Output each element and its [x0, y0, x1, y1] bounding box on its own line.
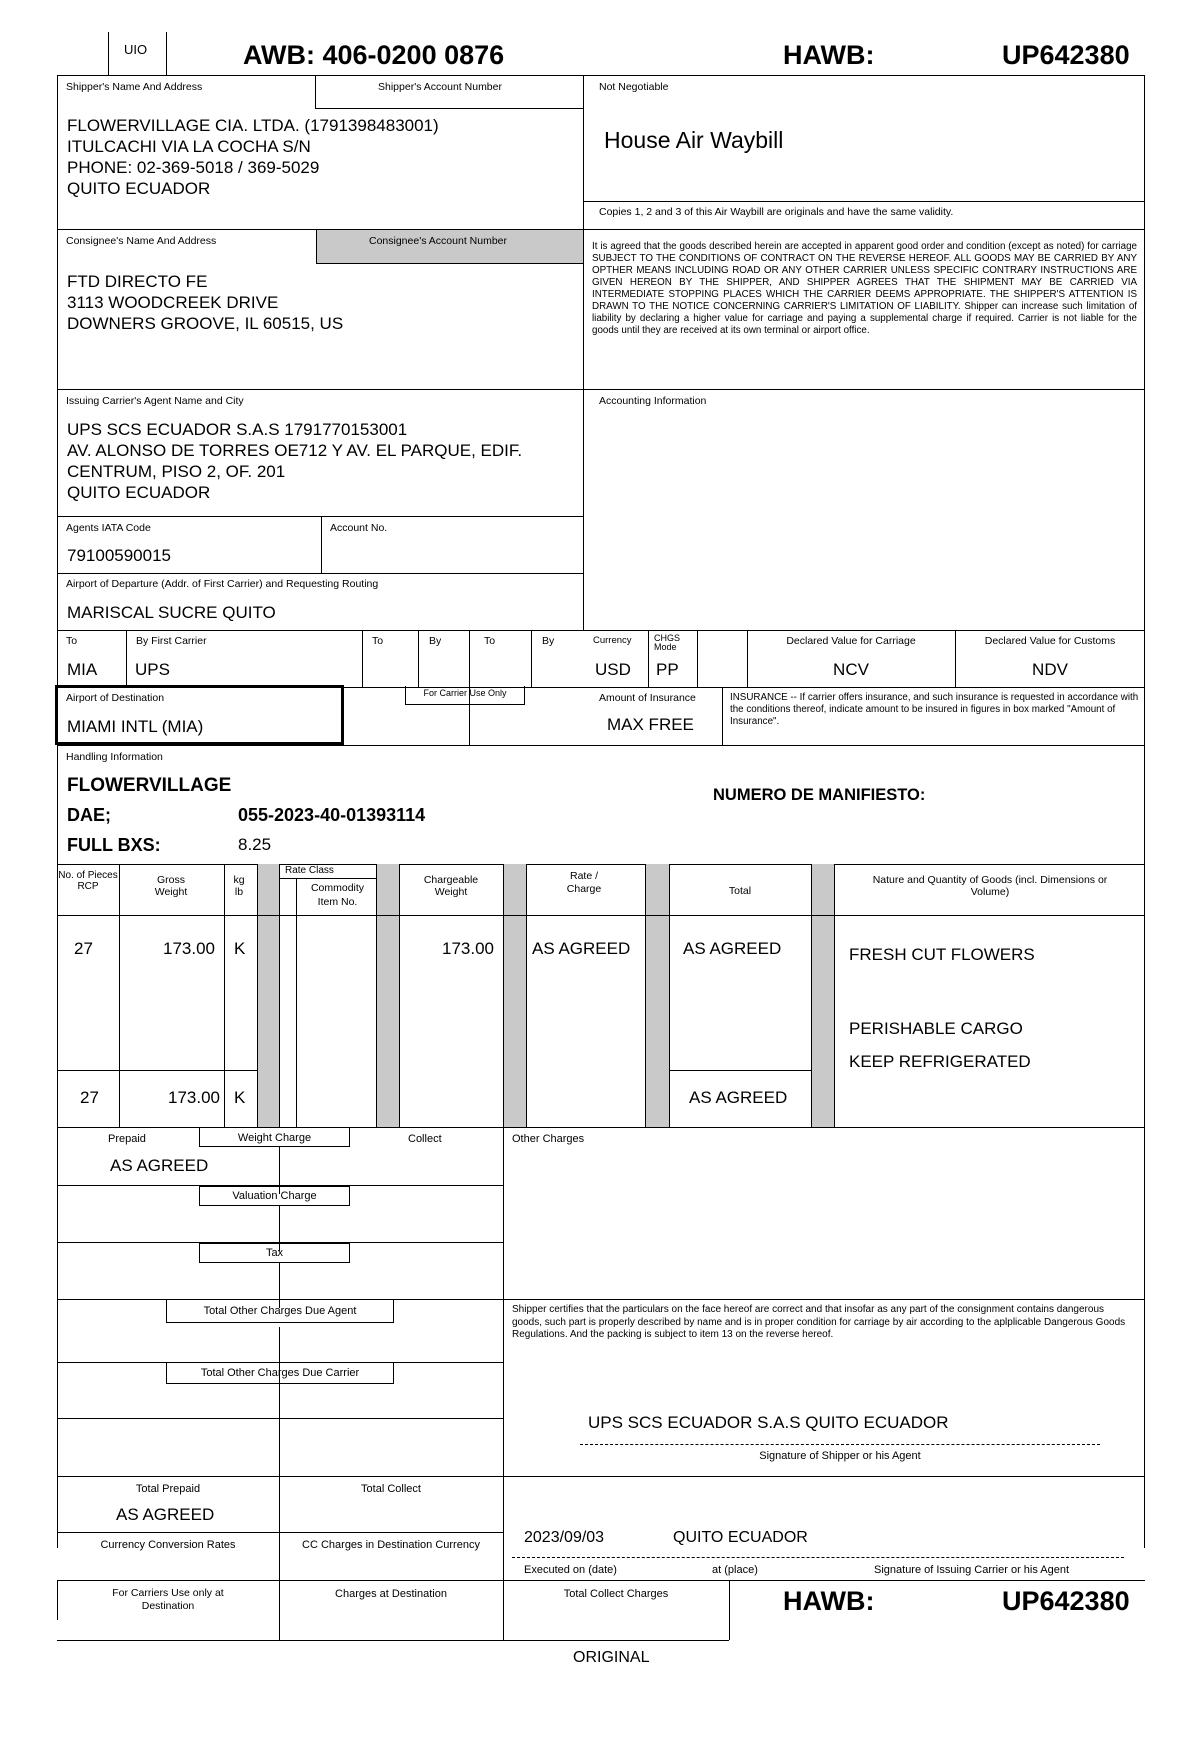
- other-charges-label: Other Charges: [512, 1133, 585, 1145]
- total-prepaid-value: AS AGREED: [116, 1505, 215, 1524]
- rule: [531, 630, 532, 687]
- rule: [257, 864, 258, 1127]
- declared-carriage-label: Declared Value for Carriage: [786, 635, 916, 647]
- goods-description: KEEP REFRIGERATED: [849, 1052, 1031, 1071]
- consignee-line: DOWNERS GROOVE, IL 60515, US: [67, 314, 344, 333]
- currency-value: USD: [595, 660, 631, 679]
- shipper-line: FLOWERVILLAGE CIA. LTDA. (1791398483001): [67, 116, 439, 135]
- shipper-signature: UPS SCS ECUADOR S.A.S QUITO ECUADOR: [588, 1413, 949, 1432]
- rule: [57, 1070, 257, 1071]
- agent-line: UPS SCS ECUADOR S.A.S 1791770153001: [67, 420, 408, 439]
- rule: [279, 864, 280, 1127]
- departure-label: Airport of Departure (Addr. of First Carrier) and Requesting Routing: [66, 578, 379, 590]
- rule: [697, 630, 698, 687]
- shipper-line: ITULCACHI VIA LA COCHA S/N: [67, 137, 311, 156]
- rule: [57, 1418, 503, 1419]
- shipper-line: QUITO ECUADOR: [67, 179, 211, 198]
- declared-carriage-value: NCV: [833, 660, 869, 679]
- execution-date: 2023/09/03: [524, 1529, 605, 1546]
- gray-column: [645, 864, 669, 1127]
- rule: [669, 1070, 811, 1071]
- consignee-line: 3113 WOODCREEK DRIVE: [67, 293, 279, 312]
- handling-line: FLOWERVILLAGE: [67, 775, 232, 796]
- cc-charges-label: CC Charges in Destination Currency: [302, 1539, 480, 1551]
- agent-line: AV. ALONSO DE TORRES OE712 Y AV. EL PARQUE, EDIF.: [67, 441, 523, 460]
- nature-header: Nature and Quantity of Goods (incl. Dimensions or Volume): [872, 874, 1108, 898]
- total-collect-charges-label: Total Collect Charges: [563, 1588, 669, 1600]
- total-pieces-value: 27: [80, 1088, 99, 1107]
- kg-lb-header: kg lb: [233, 874, 245, 898]
- rule: [126, 630, 127, 687]
- insurance-label: Amount of Insurance: [599, 692, 696, 704]
- rule: [503, 1127, 504, 1640]
- manifest-label: NUMERO DE MANIFIESTO:: [713, 786, 926, 804]
- rule: [722, 687, 723, 745]
- to3-label: To: [484, 635, 496, 647]
- conversion-rates-label: Currency Conversion Rates: [100, 1539, 236, 1551]
- rule: [57, 1532, 503, 1533]
- account-no-label: Account No.: [330, 522, 388, 534]
- rule: [57, 229, 1145, 230]
- rule: [583, 201, 1145, 202]
- departure-airport: MARISCAL SUCRE QUITO: [67, 603, 276, 622]
- tax-label: Tax: [265, 1247, 284, 1259]
- rule: [57, 573, 584, 574]
- agent-line: QUITO ECUADOR: [67, 483, 211, 502]
- agent-label: Issuing Carrier's Agent Name and City: [66, 395, 244, 407]
- rate-class-header: Rate Class: [285, 865, 334, 876]
- copy-designation: ORIGINAL: [573, 1649, 650, 1666]
- by3-label: By: [542, 635, 555, 647]
- chargeable-weight-value: 173.00: [442, 939, 494, 958]
- insurance-note: INSURANCE -- If carrier offers insurance, and such insurance is requested in accordance with the conditions thereof, indicate amount to be insured in figures in box marked "Amount of Insurance".: [730, 692, 1139, 727]
- shipper-signature-label: Signature of Shipper or his Agent: [759, 1450, 921, 1462]
- rule: [645, 864, 646, 1127]
- rule: [418, 630, 419, 687]
- collect-label: Collect: [408, 1133, 442, 1145]
- rule: [57, 389, 1145, 390]
- total-collect-label: Total Collect: [361, 1483, 421, 1495]
- rule: [362, 630, 363, 687]
- chgs-mode-value: PP: [656, 660, 679, 679]
- executed-place-label: at (place): [712, 1564, 758, 1576]
- charges-at-destination-label: Charges at Destination: [335, 1588, 447, 1600]
- prepaid-label: Prepaid: [108, 1133, 146, 1145]
- gray-column: [811, 864, 834, 1127]
- rule: [57, 915, 1145, 916]
- rule: [811, 864, 812, 1127]
- total-value: AS AGREED: [683, 939, 782, 958]
- iata-code: 79100590015: [67, 546, 172, 565]
- rule: [279, 1476, 280, 1640]
- dae-value: 055-2023-40-01393114: [238, 805, 426, 825]
- header-divider: [166, 32, 167, 76]
- shipper-line: PHONE: 02-369-5018 / 369-5029: [67, 158, 320, 177]
- hawb-label: HAWB:: [783, 40, 875, 70]
- grand-total-value: AS AGREED: [689, 1088, 788, 1107]
- gross-weight-value: 173.00: [163, 939, 215, 958]
- rule: [57, 745, 1145, 746]
- handling-label: Handling Information: [66, 751, 163, 763]
- to-label: To: [66, 635, 78, 647]
- weight-charge-label: Weight Charge: [237, 1132, 312, 1144]
- execution-line: [512, 1557, 1124, 1558]
- by-first-carrier-label: By First Carrier: [136, 635, 207, 647]
- pieces-header: No. of Pieces RCP: [58, 870, 118, 892]
- execution-place: QUITO ECUADOR: [673, 1529, 808, 1546]
- rule: [57, 1580, 58, 1620]
- rate-charge-header: Rate / Charge: [566, 870, 602, 896]
- center-divider: [583, 75, 584, 630]
- rule: [526, 864, 527, 1127]
- shipper-account-label: Shipper's Account Number: [378, 81, 502, 93]
- commodity-header: Commodity Item No.: [310, 882, 365, 908]
- destination-label: Airport of Destination: [66, 692, 165, 704]
- valuation-charge-label: Valuation Charge: [232, 1190, 317, 1202]
- gray-column: [376, 864, 399, 1127]
- header-divider: [108, 32, 109, 76]
- full-boxes-label: FULL BXS:: [67, 835, 161, 855]
- prepaid-weight-charge: AS AGREED: [110, 1156, 209, 1175]
- signature-line: [580, 1444, 1100, 1445]
- declared-customs-value: NDV: [1032, 660, 1068, 679]
- iata-label: Agents IATA Code: [66, 522, 151, 534]
- by2-label: By: [429, 635, 442, 647]
- by-first-carrier-value: UPS: [135, 660, 170, 679]
- shipper-label: Shipper's Name And Address: [66, 81, 203, 93]
- copies-note: Copies 1, 2 and 3 of this Air Waybill are originals and have the same validity.: [599, 206, 954, 218]
- rule: [321, 516, 322, 573]
- total-unit-value: K: [234, 1088, 246, 1107]
- total-gross-weight-value: 173.00: [168, 1088, 220, 1107]
- insurance-value: MAX FREE: [607, 715, 694, 734]
- conditions-of-contract: It is agreed that the goods described herein are accepted in apparent good order and condition (except as noted) for carriage SUBJECT TO THE CONDITIONS OF CONTRACT ON THE REVERSE HEREOF. ALL GOODS MAY BE CARRIED BY ANY OPTHER MEANS INCLUDING ROAD OR ANY OTHER CARRIER UNLESS SPECIFIC CONTRARY INSTRUCTIONS ARE GIVEN HEREON BY THE SHIPPER, AND SHIPPER AGREES THAT THE SHIPMENT MAY BE CARRIED VIA INTERMEDIATE STOPPING PLACES WHICH THE CARRIER DEEMS APPROPRIATE. THE SHIPPER'S ATTENTION IS DRAWN TO THE NOTICE CONCERNING CARRIER'S LIMITATION OF LIABILITY. Shipper can increase such limitation of liability by declaring a higher value for carriage and paying a supplemental charge if required. Carrier is not liable for the goods until they are received at its own terminal or airport office.: [592, 241, 1137, 336]
- document-title: House Air Waybill: [604, 127, 784, 153]
- rule: [57, 1580, 1145, 1581]
- not-negotiable: Not Negotiable: [599, 81, 669, 93]
- executed-date-label: Executed on (date): [524, 1564, 617, 1576]
- goods-description: FRESH CUT FLOWERS: [849, 945, 1035, 964]
- rule: [399, 864, 400, 1127]
- carrier-use-destination-label: For Carriers Use only at Destination: [112, 1587, 224, 1612]
- consignee-account-label: Consignee's Account Number: [369, 235, 507, 247]
- declared-customs-label: Declared Value for Customs: [984, 635, 1116, 647]
- goods-description: PERISHABLE CARGO: [849, 1019, 1023, 1038]
- rule: [648, 630, 649, 687]
- consignee-line: FTD DIRECTO FE: [67, 272, 208, 291]
- dae-label: DAE;: [67, 805, 111, 825]
- gray-column: [257, 864, 279, 1127]
- rule: [57, 1640, 729, 1641]
- to2-label: To: [372, 635, 384, 647]
- agent-line: CENTRUM, PISO 2, OF. 201: [67, 462, 286, 481]
- full-boxes-value: 8.25: [238, 835, 272, 854]
- gray-column: [503, 864, 526, 1127]
- currency-label: Currency: [593, 635, 632, 646]
- rule: [224, 864, 225, 1127]
- origin-code: UIO: [124, 42, 148, 57]
- rule: [57, 1476, 1145, 1477]
- footer-hawb-label: HAWB:: [783, 1586, 875, 1616]
- shipper-certification: Shipper certifies that the particulars on the face hereof are correct and that insofar as any part of the consignment contains dangerous goods, such part is properly described by name and is in proper condition for carriage by air according to the aplplicable Dangerous Goods Regulations. And the packing is subject to item 13 on the reverse hereof.: [512, 1304, 1126, 1340]
- accounting-label: Accounting Information: [599, 395, 707, 407]
- chargeable-weight-header: Chargeable Weight: [423, 874, 479, 898]
- rule: [503, 864, 504, 1127]
- pieces-value: 27: [74, 939, 93, 958]
- rule: [376, 864, 377, 1127]
- chgs-mode-label: CHGS Mode: [654, 633, 681, 652]
- consignee-label: Consignee's Name And Address: [66, 235, 217, 247]
- other-due-agent-label: Total Other Charges Due Agent: [203, 1305, 357, 1317]
- rate-value: AS AGREED: [532, 939, 631, 958]
- total-prepaid-label: Total Prepaid: [135, 1483, 201, 1495]
- footer-hawb-number: UP642380: [1002, 1586, 1130, 1616]
- total-header: Total: [728, 885, 752, 897]
- destination-value: MIAMI INTL (MIA): [67, 717, 204, 736]
- rule: [729, 1580, 730, 1640]
- hawb-number: UP642380: [1002, 40, 1130, 70]
- rule: [669, 864, 670, 1127]
- rule: [279, 878, 376, 879]
- rule: [57, 864, 1145, 865]
- other-due-carrier-label: Total Other Charges Due Carrier: [200, 1367, 360, 1379]
- rule: [57, 630, 1145, 631]
- carrier-use-label: For Carrier Use Only: [423, 688, 507, 698]
- gross-weight-header: Gross Weight: [154, 874, 188, 898]
- awb-number: AWB: 406-0200 0876: [243, 40, 505, 70]
- issuing-carrier-signature-label: Signature of Issuing Carrier or his Agent: [874, 1564, 1070, 1576]
- to-value: MIA: [67, 660, 98, 679]
- unit-value: K: [234, 939, 246, 958]
- rule: [834, 864, 835, 1127]
